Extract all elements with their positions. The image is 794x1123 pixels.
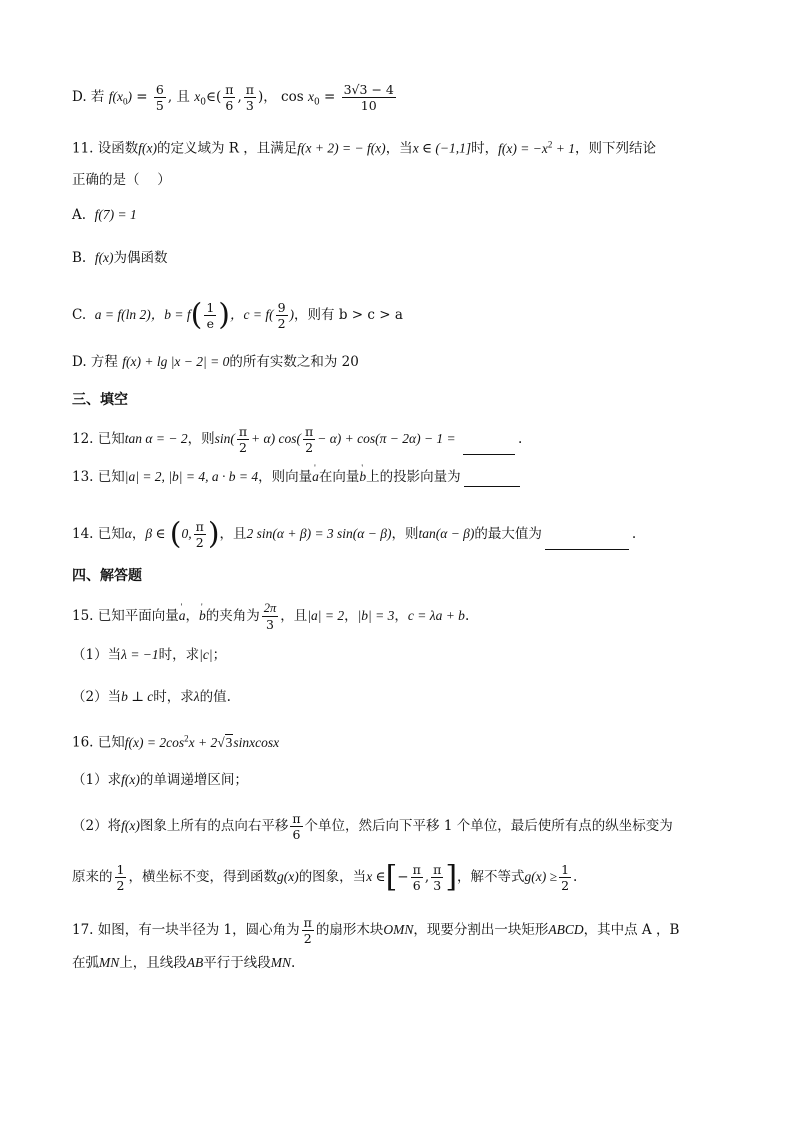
q12: 12. 已知tan α = − 2，则sin( $\frac{\pi}{2}$ + α) cos( $\frac{\pi}{2}$ − α) + cos(π − 2α) − 1 = . xyxy=(72,424,523,455)
q11-option-b: B. f(x)为偶函数 xyxy=(72,250,168,266)
q11-stem-line1: 11. 设函数f(x)的定义域为 R ，且满足f(x + 2) = − f(x)，当x ∈ (−1,1]时，$f(x) = -x^2 + 1$，则下列结论 xyxy=(72,139,656,157)
q15-part1: （1）当λ = −1时，求|c|； xyxy=(72,647,227,663)
q11-option-a: A. f(7) = 1 xyxy=(72,207,137,223)
q13: 13. 已知|a| = 2, |b| = 4, a · b = 4，则向量' a在向量' b上的投影向量为 xyxy=(72,467,734,487)
section-title-fill-in: 三、填空 xyxy=(72,392,128,408)
q11-stem-line2: 正确的是（ ） xyxy=(72,172,171,188)
q14-answer-blank[interactable] xyxy=(545,549,629,550)
q14: 14. 已知α，β ∈ (0, $\frac{\pi}{2}$ )，且2 sin(α + β) = 3 sin(α − β)，则tan(α − β)的最大值为 . xyxy=(72,516,637,552)
q15-stem: 15. 已知平面向量' a，' b的夹角为 $\frac{2\pi}{3}$ ，且|a| = 2，|b| = 3，c = λa + b. xyxy=(72,601,734,632)
q11-option-d: D. 方程 f(x) + lg |x − 2| = 0的所有实数之和为 20 xyxy=(72,354,359,370)
q12-answer-blank[interactable] xyxy=(463,454,515,455)
q16-part2-line2: 原来的 $\frac{1}{2}$ ，横坐标不变，得到函数g(x)的图象，当x ∈[− $\frac{\pi}{6}$ , $\frac{\pi}{3}$ ]，解不等式g(x) ≥ $\frac{1}{2}$ . xyxy=(72,859,578,895)
q16-part2-line1: （2）将f(x)图象上所有的点向右平移 $\frac{\pi}{6}$ 个单位，然后向下平移 1 个单位，最后使所有点的纵坐标变为 xyxy=(72,811,673,842)
q10-option-d: D. 若 $f(x_0)$ = $\frac{6}{5}$ , 且 $x_0\in$( $\frac{\pi}{6}$ , $\frac{\pi}{3}$ )， $\cos x_0$ = $\frac{3√3 - 4}{10}$ xyxy=(72,82,394,113)
q17-line2: 在弧MN上，且线段AB平行于线段MN. xyxy=(72,955,296,971)
q11-option-c: C. a = f(ln 2)，b = f( $\frac{1}{e}$ )，c = f( $\frac{9}{2}$ )，则有 b > c > a xyxy=(72,297,403,333)
section-title-solutions: 四、解答题 xyxy=(72,568,142,584)
q13-answer-blank[interactable] xyxy=(464,486,520,487)
q16-part1: （1）求f(x)的单调递增区间； xyxy=(72,772,248,788)
q16-stem: 16. 已知$f(x) = 2\cos^2x$ + 2√3sinxcosx xyxy=(72,733,280,751)
q15-part2: （2）当b ⊥ c时，求λ的值. xyxy=(72,689,231,705)
q17-line1: 17. 如图，有一块半径为 1，圆心角为 $\frac{\pi}{2}$ 的扇形木块OMN，现要分割出一块矩形ABCD，其中点 A ，B xyxy=(72,915,680,946)
